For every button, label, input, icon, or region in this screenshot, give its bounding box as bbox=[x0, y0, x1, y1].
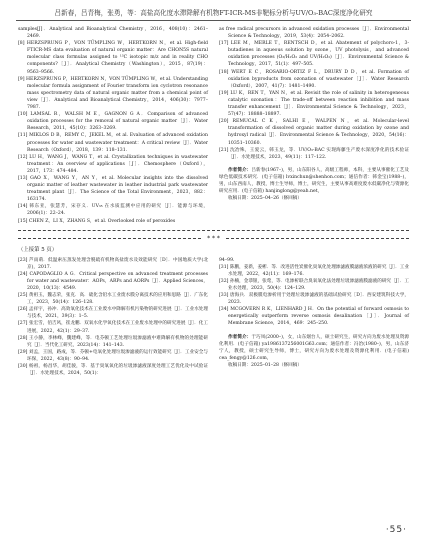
reference-item: [17] LEE M，MERLE T，RENTSCH D，et al. Abatement of polychoro-1，3-butadienes in aqueous solution by ozone，UV photolysis，and advanced oxidation processes (O₃/H₂O₂ and UV/H₂O₂)［J］．Environmental Science & Technology，2017，51(1)：497–505. bbox=[219, 41, 409, 68]
reference-item: [27] 张宏雪，佰吉风，崔龙鹏．双氧水化学氧化技术在工业废水处理中的研究进展［J］．化工进展，2022，42(1)：29–37. bbox=[18, 321, 208, 334]
author-bio bbox=[219, 167, 409, 202]
continuation-label: （上接第 5 页） bbox=[18, 246, 58, 253]
reference-item: [14] 韩东亚，张慧芳，宋存义．UV₃₅ 在水质监测中应用的研究［J］．能源与环境，2006(1)：22–24. bbox=[18, 204, 208, 217]
author-bio bbox=[219, 334, 409, 369]
continuation-divider bbox=[18, 234, 409, 243]
author-bio-text: 于巧凤(2000–)，女，山东烟台人，硕士研究生，研究方向为废水处理及资源化利用．(电子信箱) ya1986137256001G63.com；通信作者：冯治(1980–)，男，山东济宁人，教授，硕士研究生导师，博士，研究方向为废水处理及资源化利用．(电子信箱) cea_fengy@126.com， bbox=[219, 334, 409, 361]
bottom-left-column bbox=[18, 257, 208, 378]
reference-item: [33] 唐海兵．双极膜电渗析用于处理垃圾渗滤液的基础试验研究［D］．西安建筑科技大学，2023. bbox=[219, 293, 409, 306]
reference-item: as free radical precursors in advanced oxidation processes［J］．Environmental Science & Technology，2019，53(4)：2054–2062. bbox=[219, 27, 409, 40]
reference-item: [12] LU H，WANG J，WANG T，et al. Crystallization techniques in wastewater treatment：An overview of applications［J］．Chemosphere（Oxford），2017，173：474–484. bbox=[18, 154, 208, 174]
reference-item: [10] LAMSAL R，WALSH M E，GAGNON G A．Comparison of advanced oxidation processes for the removal of natural organic matter［J］．Water Research，2011，45(10)：3263–3269. bbox=[18, 112, 208, 132]
section-separator bbox=[18, 230, 409, 243]
dashed-divider bbox=[18, 230, 409, 231]
reference-item: 94–99. bbox=[219, 257, 235, 263]
top-left-column bbox=[18, 26, 208, 225]
reference-item: [28] 王小静，李林峰，魏建峰，等．电芬顿工艺处理垃圾渗滤液中难降解有机物的处理能研究［J］．当代化工研究，2023(14)：141–143. bbox=[18, 335, 208, 348]
reference-item: [15] CHEN Z，LI X，ZHANG S，et al. Overlooked role of peroxides bbox=[18, 218, 176, 224]
running-header: 吕新春，吕青梅，张勇，等：高盐高化度水滞降解有机物FT-ICR-MS非靶标分析与UV/O₃-BAC深度净化研究 bbox=[16, 6, 411, 21]
bottom-columns bbox=[18, 257, 409, 378]
received-date: 收稿日期：2025–01–28（修回稿） bbox=[228, 362, 302, 368]
reference-item: [30] 杨祖，杨昌华，胡佳骏，等．基于臭氧氧化的垃圾渗滤液深度处理工艺优化及中试验证［J］．水处理技术，2024，50(1)： bbox=[18, 364, 208, 377]
reference-item: [18] WERT E C，ROSARIO-ORTIZ F L，DRURY D D，et al. Formation of oxidation byproducts from ozonation of wastewater［J］．Water Research（Oxford），2007，41(7)：1481–1490. bbox=[219, 69, 409, 89]
reference-item: [8] HERZSPRUNG P，VON TÜMPLING W，HERTKORN N，et al. High-field FTICR-MS data evaluation of natural organic matter：Are CHON5S natural molecular class formulas assigned to ¹³C isotopic m/z and in reality CHO components?［J］．Analytical Chemistry（Washington），2015，87(19)：9563–9566. bbox=[18, 41, 208, 75]
bottom-right-column bbox=[219, 257, 409, 378]
top-columns bbox=[18, 26, 409, 225]
received-date: 收稿日期：2025–04–26（修回稿） bbox=[228, 196, 302, 202]
reference-item: [19] LU K，REN T，YAN N，et al. Revisit the role of salinity in heterogeneous catalytic ozonation：The trade-off between reaction inhibition and mass transfer enhancement［J］．Environmental Science & Technology，2023，57(47)：18888–18897. bbox=[219, 90, 409, 118]
author-bio-text: 吕新春(1967–)，男，山东阳谷人，高级工程师，本科，主要从事催化工艺及绿色低碳技术研究．(电子信箱) lvxinchun@shenhon.com；通信作者：韩金宝(1988–)，男，山东西南人，教授，博士生导师，博士，研究生，主要从事高难度废水低碳净化与资源化研究应用．(电子信箱) hanjinglong@yeah.net， bbox=[219, 167, 409, 195]
reference-item: [9] HERZSPRUNG P，HERTKORN N，VON TÜMPLING W，et al. Understanding molecular formula assignment of Fourier transform ion cyclotron resonance mass spectrometry data of natural organic matter from a chemical point of view［J］．Analytical and Bioanalytical Chemistry，2014，406(30)：7977–7987. bbox=[18, 76, 208, 111]
reference-item: samples[J]．Analytical and Bioanalytical Chemistry，2016，408(10)：2461–2469. bbox=[18, 27, 208, 40]
continuation-marker-deco: * * * bbox=[207, 234, 220, 242]
page-number: ·55· bbox=[385, 525, 407, 535]
reference-item: [34] MCGOVERN R K，LIENHARD J H．On the potential of forward osmosis to energetically outperform reverse osmosis desalination［J］．Journal of Membrane Science，2014，469：245–250. bbox=[219, 307, 409, 327]
reference-item: [25] 黄祖玉，魏志荣，张克．高．硫化含铅水工业废水膜分离技术的应用和思路［J］．广东化工，2023，50(14)：126–128. bbox=[18, 293, 208, 306]
reference-item: [29] 刘孟，王国，路成，等．芬顿+电氧化处理垃圾渗滤液的运行效能研究［J］．工业安全与环保，2022，43(8)：90–94. bbox=[18, 349, 208, 362]
reference-item: [13] GAO X，WANG Y，AN Y，et al. Molecular insights into the dissolved organic matter of leather wastewater in leather industrial park wastewater treatment plant［J］．The Science of the Total Environment，2023，882：163174. bbox=[18, 175, 208, 203]
reference-item: [24] CAPODAGLIO A G．Critical perspective on advanced treatment processes for water and wastewater：AOPs，ARPs and AORPs［J］．Applied Sciences，2020，10(13)：4549. bbox=[18, 271, 208, 291]
reference-item: [11] MIKLOS D B，REMY C，JEKEL M，et al. Evaluation of advanced oxidation processes for water and wastewater treatment：A critical review［J］．Water Research（Oxford），2018，139：118–131. bbox=[18, 133, 208, 153]
reference-item: [26] 孟祥宇，孙冲．高效氧化技术在工业废水中降解有机污染物的研究进展［J］．工业水处理与技术，2021，39(3)：1–5. bbox=[18, 307, 208, 320]
reference-item: [31] 陈鹏，姜新，姜彬．等．改进活性炭催化臭氧化处理渗滤液膜滤液浓液的研究［J］．工业水处理，2022，42(11)：169–176. bbox=[219, 264, 409, 277]
reference-item: [21] 沈冶殊，王爱云，韩玉龙，等．UV/O₃-BAC 实现海藤生产废水深度净化的技术验证［J］．水处理技术，2023，49(11)：117–122. bbox=[219, 147, 409, 160]
reference-item: [23] 芦雨萌．低温索压蒸发处理含脱硫有机物高盐废水及效能研究［D］．中国地质大学(北京)，2017. bbox=[18, 257, 208, 270]
top-right-column bbox=[219, 26, 409, 225]
author-bio-label: 作者简介： bbox=[228, 167, 252, 173]
reference-item: [32] 孙楠，金恭银，张莺，等．电渗析联合臭氧氧化法处理垃圾渗滤液膜滤液的研究［J］．工业水处理，2023，50(4)：124–129. bbox=[219, 278, 409, 291]
page-body bbox=[18, 26, 409, 377]
author-bio-label: 作者简介： bbox=[228, 334, 252, 340]
dashed-divider bbox=[226, 238, 409, 239]
reference-item: [20] REMUCAL C K，SALHI E，WALPEN N，et al. Molecular-level transformation of dissolved organic matter during oxidation by ozone and hydroxyl radical［J］．Environmental Science & Technology，2020，54(16)：10351–10360. bbox=[219, 119, 409, 146]
dashed-divider bbox=[18, 238, 201, 239]
